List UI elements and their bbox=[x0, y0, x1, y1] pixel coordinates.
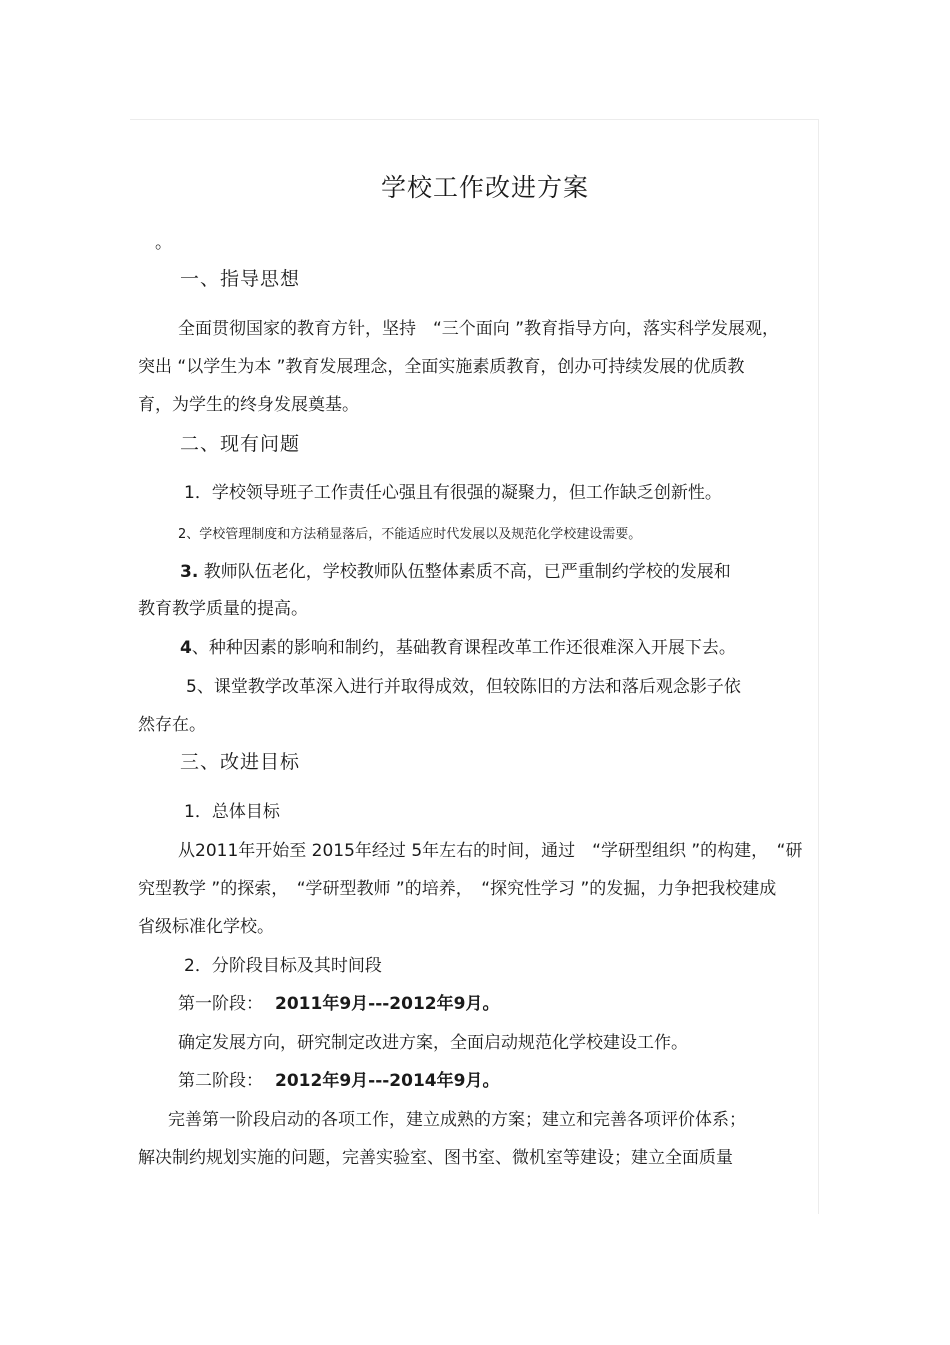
phase-2-description-line: 解决制约规划实施的问题，完善实验室、图书室、微机室等建设；建立全面质量 bbox=[138, 1148, 733, 1168]
stray-mark: 。 bbox=[155, 233, 172, 253]
goal-line: 从2011年开始至 2015年经过 5年左右的时间，通过 “学研型组织 ”的构建， “研 bbox=[178, 841, 803, 861]
problem-item-5-continued: 然存在。 bbox=[138, 715, 206, 735]
section-heading-guiding-ideology: 一、指导思想 bbox=[180, 268, 301, 290]
subheading-phased-goals: 2．分阶段目标及其时间段 bbox=[184, 956, 382, 976]
phase-2-label: 第二阶段： bbox=[178, 1071, 263, 1091]
paragraph-line: 育，为学生的终身发展奠基。 bbox=[138, 395, 359, 415]
problem-item-1: 1．学校领导班子工作责任心强且有很强的凝聚力，但工作缺乏创新性。 bbox=[184, 483, 722, 503]
section-heading-current-problems: 二、现有问题 bbox=[180, 433, 301, 455]
problem-item-3-continued: 教育教学质量的提高。 bbox=[138, 599, 308, 619]
problem-item-2: 2、学校管理制度和方法稍显落后，不能适应时代发展以及规范化学校建设需要。 bbox=[178, 527, 642, 542]
phase-2-description-line: 完善第一阶段启动的各项工作，建立成熟的方案；建立和完善各项评价体系； bbox=[168, 1110, 746, 1130]
paragraph-line: 全面贯彻国家的教育方针，坚持 “三个面向 ”教育指导方向，落实科学发展观， bbox=[178, 319, 780, 339]
subheading-overall-goal: 1．总体目标 bbox=[184, 802, 280, 822]
phase-2-time: 2012年9月---2014年9月。 bbox=[275, 1071, 500, 1091]
phase-2-line bbox=[178, 1070, 499, 1092]
problem-item-3 bbox=[180, 561, 731, 583]
phase-1-description: 确定发展方向，研究制定改进方案，全面启动规范化学校建设工作。 bbox=[178, 1033, 688, 1053]
problem-item-4-text: 、种种因素的影响和制约，基础教育课程改革工作还很难深入开展下去。 bbox=[191, 638, 736, 658]
paragraph-line: 突出 “以学生为本 ”教育发展理念，全面实施素质教育，创办可持续发展的优质教 bbox=[138, 357, 745, 377]
problem-item-4 bbox=[180, 637, 736, 659]
section-heading-improvement-goals: 三、改进目标 bbox=[180, 751, 301, 773]
phase-1-time: 2011年9月---2012年9月。 bbox=[275, 994, 500, 1014]
goal-line: 省级标准化学校。 bbox=[138, 917, 274, 937]
page-right-rule bbox=[818, 119, 819, 1214]
phase-1-line bbox=[178, 993, 499, 1015]
problem-item-3-text: 教师队伍老化，学校教师队伍整体素质不高，已严重制约学校的发展和 bbox=[198, 562, 731, 582]
phase-1-label: 第一阶段： bbox=[178, 994, 263, 1014]
document-title: 学校工作改进方案 bbox=[381, 173, 590, 202]
problem-item-3-number: 3. bbox=[180, 562, 199, 582]
problem-item-4-number: 4 bbox=[180, 638, 192, 658]
page-top-rule bbox=[130, 119, 818, 120]
problem-item-5: 5、课堂教学改革深入进行并取得成效，但较陈旧的方法和落后观念影子依 bbox=[186, 677, 741, 697]
goal-line: 究型教学 ”的探索， “学研型教师 ”的培养， “探究性学习 ”的发掘，力争把我校建成 bbox=[138, 879, 777, 899]
